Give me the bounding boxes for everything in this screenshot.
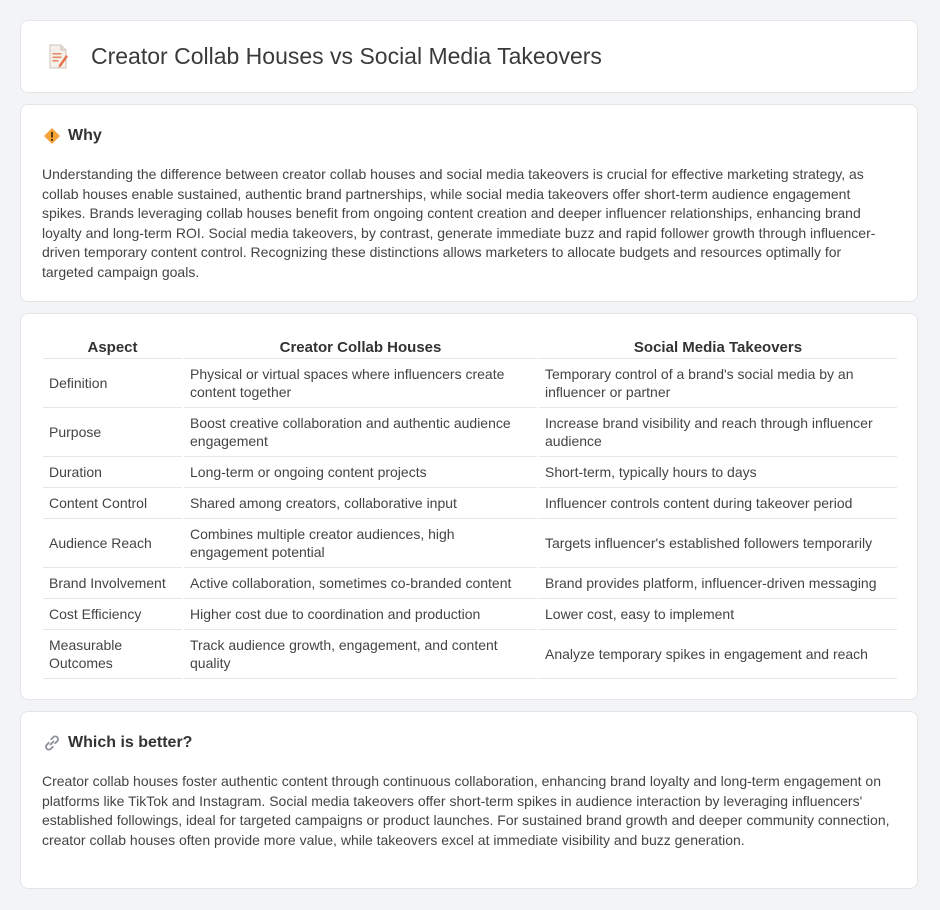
why-text: Understanding the difference between creator collab houses and social media takeovers is crucial for effective marketing strategy, as collab houses enable sustained, authentic brand partnerships, while social media takeovers offer short-term audience engagement spikes. Brands leveraging collab houses benefit from ongoing content creation and deeper influencer relationships, enhancing brand loyalty and long-term ROI. Social media takeovers, by contrast, generate immediate buzz and rapid follower growth through influencer-driven temporary content control. Recognizing these distinctions allows marketers to allocate budgets and resources optimally for targeted campaign goals. (42, 166, 876, 280)
why-heading (43, 127, 102, 145)
collab-houses-cell: Track audience growth, engagement, and content quality (184, 630, 537, 679)
comparison-section (20, 313, 918, 700)
collab-houses-cell: Combines multiple creator audiences, high engagement potential (184, 519, 537, 568)
why-section (20, 104, 918, 302)
takeovers-cell: Targets influencer's established followers temporarily (539, 519, 897, 568)
aspect-cell: Audience Reach (43, 519, 182, 568)
which-is-better-section (20, 711, 918, 889)
takeovers-cell: Short-term, typically hours to days (539, 457, 897, 488)
why-title: Why (68, 127, 102, 144)
aspect-cell: Purpose (43, 408, 182, 457)
better-text: Creator collab houses foster authentic content through continuous collaboration, enhancing brand loyalty and long-term engagement on platforms like TikTok and Instagram. Social media takeovers offer short-term spikes in audience interaction by leveraging influencers' established followings, ideal for targeted campaigns or product launches. For sustained brand growth and deeper community connection, creator collab houses often provide more value, while takeovers excel at immediate visibility and buzz generation. (42, 773, 890, 848)
aspect-cell: Brand Involvement (43, 568, 182, 599)
takeovers-cell: Brand provides platform, influencer-driven messaging (539, 568, 897, 599)
collab-houses-cell: Boost creative collaboration and authentic audience engagement (184, 408, 537, 457)
takeovers-cell: Lower cost, easy to implement (539, 599, 897, 630)
table-row (43, 408, 897, 457)
table-row (43, 488, 897, 519)
table-header-row (43, 336, 897, 359)
column-header-aspect: Aspect (43, 336, 182, 359)
column-header-collab-houses: Creator Collab Houses (184, 336, 537, 359)
warning-diamond-icon (43, 127, 61, 145)
takeovers-cell: Influencer controls content during takeover period (539, 488, 897, 519)
table-row (43, 457, 897, 488)
link-icon (43, 734, 61, 752)
aspect-cell: Measurable Outcomes (43, 630, 182, 679)
document-icon (47, 44, 69, 70)
comparison-table (41, 336, 899, 679)
table-row (43, 519, 897, 568)
takeovers-cell: Temporary control of a brand's social media by an influencer or partner (539, 359, 897, 408)
takeovers-cell: Analyze temporary spikes in engagement and reach (539, 630, 897, 679)
collab-houses-cell: Long-term or ongoing content projects (184, 457, 537, 488)
table-row (43, 568, 897, 599)
aspect-cell: Cost Efficiency (43, 599, 182, 630)
column-header-takeovers: Social Media Takeovers (539, 336, 897, 359)
better-title: Which is better? (68, 734, 193, 751)
page-title: Creator Collab Houses vs Social Media Takeovers (91, 43, 602, 69)
collab-houses-cell: Active collaboration, sometimes co-branded content (184, 568, 537, 599)
title-row (47, 43, 602, 70)
aspect-cell: Definition (43, 359, 182, 408)
table-row (43, 359, 897, 408)
better-heading (43, 734, 192, 752)
collab-houses-cell: Shared among creators, collaborative input (184, 488, 537, 519)
table-row (43, 599, 897, 630)
aspect-cell: Duration (43, 457, 182, 488)
header-card (20, 20, 918, 93)
aspect-cell: Content Control (43, 488, 182, 519)
collab-houses-cell: Higher cost due to coordination and production (184, 599, 537, 630)
collab-houses-cell: Physical or virtual spaces where influencers create content together (184, 359, 537, 408)
takeovers-cell: Increase brand visibility and reach through influencer audience (539, 408, 897, 457)
table-row (43, 630, 897, 679)
